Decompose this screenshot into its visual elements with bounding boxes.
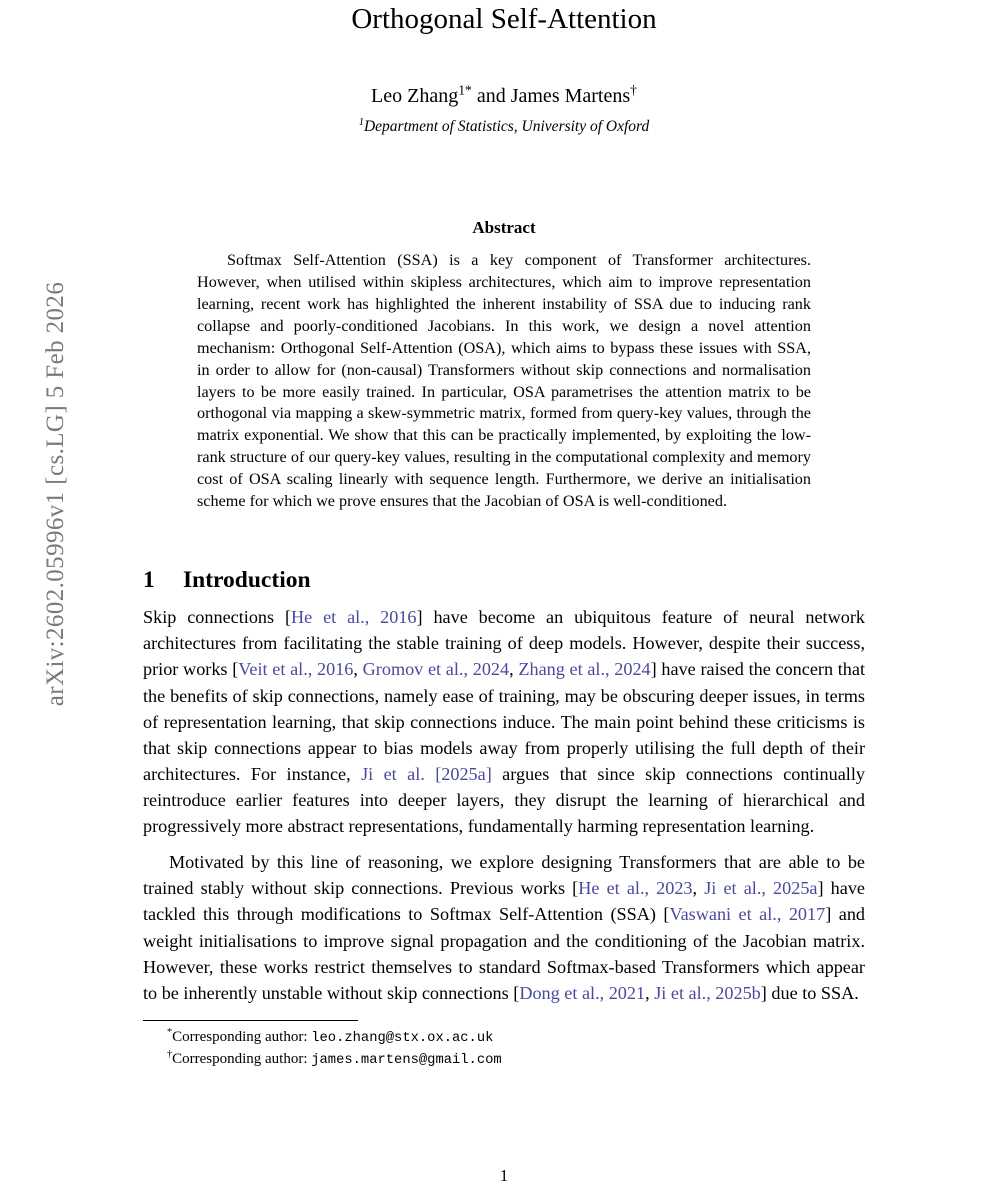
affiliation-line: [143, 118, 865, 136]
citation-veit-2016[interactable]: Veit et al., 2016: [238, 659, 354, 680]
par1-text-4: ,: [509, 659, 519, 680]
citation-dong-2021[interactable]: Dong et al., 2021: [519, 982, 646, 1003]
paragraph-intro-2: [143, 849, 865, 1006]
footnote-1-marker: *: [167, 1026, 173, 1038]
author-2-superscript: †: [630, 82, 637, 98]
citation-he-2016[interactable]: He et al., 2016: [291, 607, 417, 628]
section-title: Introduction: [183, 567, 311, 594]
par2-text-5: ,: [645, 982, 655, 1003]
author-conjunction: and: [471, 84, 511, 107]
author-1-superscript: 1*: [458, 82, 472, 98]
author-2-name: James Martens: [510, 84, 631, 107]
par2-text-3: ] have tackled this through modifications to Softmax Self-Attention (SSA) [: [143, 878, 865, 925]
abstract-text: Softmax Self-Attention (SSA) is a key component of Transformer architectures. However, when utilised within skipless architectures, which aim to improve representation learning, recent work has highlighted the inherent instability of SSA due to inducing rank collapse and poorly-conditioned Jacobians. In this work, we design a novel attention mechanism: Orthogonal Self-Attention (OSA), which aims to bypass these issues with SSA, in order to allow for (non-causal) Transformers without skip connections and normalisation layers to be more easily trained. In particular, OSA parametrises the attention matrix to be orthogonal via mapping a skew-symmetric matrix, formed from query-key values, through the matrix exponential. We show that this can be practically implemented, by exploiting the low-rank structure of our query-key values, resulting in the computational complexity and memory cost of OSA scaling linearly with sequence length. Furthermore, we derive an initialisation scheme for which we prove ensures that the Jacobian of OSA is well-conditioned.: [197, 250, 811, 511]
par1-text-2: ] have become an ubiquitous feature of neural network architectures from facilitating the stable training of deep models. However, despite their success, prior works [: [143, 607, 865, 680]
par2-text-4: ] and weight initialisations to improve signal propagation and the conditioning of the Jacobian matrix. However, these works restrict themselves to standard Softmax-based Transformers which appear to be inherently unstable without skip connections [: [143, 904, 866, 1003]
footnote-1-text: Corresponding author:: [172, 1028, 312, 1045]
footnotes-block: [143, 1027, 865, 1071]
paragraph-intro-1: [143, 604, 865, 839]
par2-text-2: ,: [692, 878, 705, 899]
par1-text-3: ,: [353, 659, 363, 680]
affiliation-superscript: 1: [358, 116, 364, 128]
footnote-1-email[interactable]: leo.zhang@stx.ox.ac.uk: [311, 1030, 494, 1046]
footnote-1: [143, 1027, 865, 1049]
citation-ji-2025a[interactable]: Ji et al. [2025a]: [361, 763, 492, 784]
section-number: 1: [143, 567, 155, 594]
section-heading-introduction: [143, 567, 865, 594]
page-title: Orthogonal Self-Attention: [351, 3, 657, 35]
footnote-2-text: Corresponding author:: [172, 1050, 312, 1067]
page-number: 1: [499, 1166, 509, 1185]
arxiv-identifier-stamp: arXiv:2602.05996v1 [cs.LG] 5 Feb 2026: [42, 281, 69, 707]
par2-text-6: ] due to SSA.: [760, 982, 859, 1003]
abstract-heading: Abstract: [472, 217, 536, 237]
affiliation-text: Department of Statistics, University of Oxford: [363, 117, 650, 135]
footnote-2-email[interactable]: james.martens@gmail.com: [311, 1052, 502, 1068]
citation-ji-2025a-second[interactable]: Ji et al., 2025a: [704, 878, 818, 899]
par1-text-6: argues that since skip connections continually reintroduce earlier features into deeper layers, they disrupt the learning of hierarchical and progressively more abstract representations, fundamentally harming representation learning.: [143, 763, 865, 837]
author-line: [143, 82, 865, 108]
citation-ji-2025b[interactable]: Ji et al., 2025b: [654, 982, 761, 1003]
par1-text-5: ] have raised the concern that the benefits of skip connections, namely ease of training, may be obscuring deeper issues, in terms of representation learning, that skip connections induce. The main point behind these criticisms is that skip connections appear to bias models away from properly utilising the full depth of their architectures. For instance,: [143, 659, 866, 784]
par2-text-1: Motivated by this line of reasoning, we explore designing Transformers that are able to be trained stably without skip connections. Previous works [: [143, 852, 865, 899]
citation-vaswani-2017[interactable]: Vaswani et al., 2017: [669, 904, 826, 925]
paper-content: [143, 0, 865, 1071]
citation-gromov-2024[interactable]: Gromov et al., 2024: [362, 659, 510, 680]
footnote-2-marker: †: [167, 1048, 173, 1060]
author-1-name: Leo Zhang: [371, 84, 459, 107]
citation-he-2023[interactable]: He et al., 2023: [578, 878, 693, 899]
footnote-2: [143, 1049, 865, 1071]
citation-zhang-2024[interactable]: Zhang et al., 2024: [518, 659, 651, 680]
footnote-divider: [143, 1020, 358, 1021]
par1-text-1: Skip connections [: [143, 607, 292, 628]
